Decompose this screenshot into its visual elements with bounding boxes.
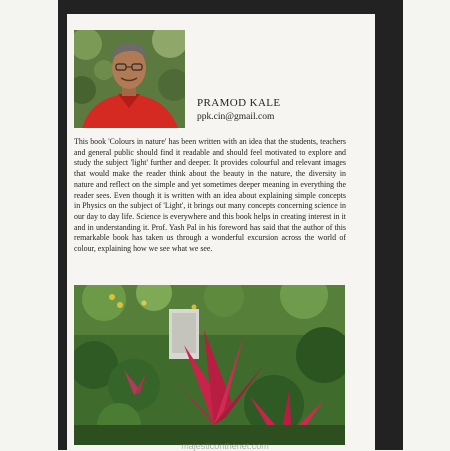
author-photo	[74, 30, 185, 128]
watermark: majesticonthenet.com	[181, 441, 269, 451]
author-name: PRAMOD KALE	[197, 97, 281, 109]
garden-photo	[74, 285, 345, 445]
book-description: This book 'Colours in nature' has been written with an idea that the students, teachers and general public should find it readable and should feel motivated to explore and study the subject 'light' further and deeper. It provides colourful and relevant images that would make the reader think about the beauty in the nature, the diversity in nature and reflect on the simple and yet sometimes deeper meaning in everything the reader sees. Even though it is written with an idea about explaining simple concepts in Physics on the subject of 'Light', it brings out many concepts concerning science in our day to day life. Science is everywhere and this book helps in creating interest in it and in understanding it. Prof. Yash Pal in his foreword has said that the author of this remarkable book has taken us through a wonderful excursion across the world of colour, explaining how we see what we see.	[74, 137, 346, 254]
author-email: ppk.cin@gmail.com	[197, 112, 275, 122]
